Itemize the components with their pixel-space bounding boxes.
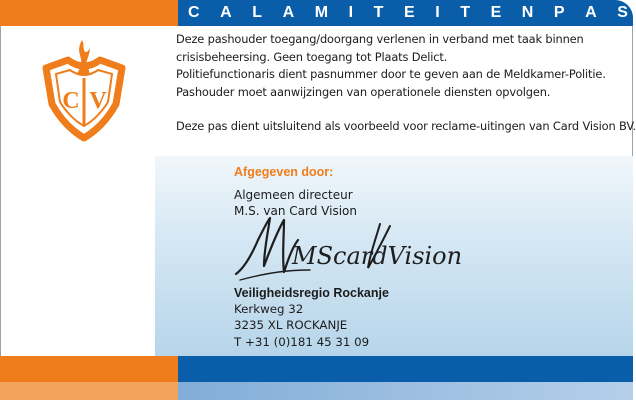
handwritten-signature: [230, 210, 463, 288]
title-letter: S: [617, 4, 628, 21]
title-letter: A: [282, 4, 295, 21]
phone-number: T +31 (0)181 45 31 09: [234, 334, 370, 349]
disclaimer-text: Deze pas dient uitsluitend als voorbeeld voor reclame-uitingen van Card Vision BV.: [176, 119, 636, 133]
title-letter: A: [220, 4, 232, 21]
title-letter: N: [521, 4, 534, 21]
title-letter: P: [553, 4, 565, 21]
pass-description: [176, 31, 636, 136]
postal-city: 3235 XL ROCKANJE: [234, 318, 348, 333]
title-letter: T: [460, 4, 470, 21]
title-letter: M: [314, 4, 329, 21]
title-letter: E: [403, 4, 415, 21]
description-line: Pashouder moet aanwijzingen van operationele diensten opvolgen.: [176, 84, 551, 99]
logo-letter-c: C: [62, 88, 80, 114]
description-line: crisisbeheersing. Geen toegang tot Plaats Delict.: [176, 49, 448, 64]
title-letter: I: [348, 4, 354, 21]
bottom-orange-bar: [0, 356, 178, 382]
description-line: Deze pashouder toegang/doorgang verlenen in verband met taak binnen: [176, 32, 584, 46]
card-title: [188, 1, 628, 25]
title-letter: E: [490, 4, 502, 21]
title-letter: C: [188, 4, 200, 21]
issuer-name: M.S. van Card Vision: [234, 204, 357, 218]
description-line: Politiefunctionaris dient pasnummer door te geven aan de Meldkamer-Politie.: [176, 67, 606, 81]
bottom-blue-bar: [178, 356, 633, 382]
title-letter: I: [435, 4, 440, 21]
street-address: Kerkweg 32: [234, 302, 304, 317]
issuer-role: Algemeen directeur: [234, 188, 353, 202]
issued-by-label: Afgegeven door:: [234, 165, 334, 179]
organization-name: Veiligheidsregio Rockanje: [234, 286, 389, 300]
signature-text: MScardVision: [292, 242, 463, 270]
issuer-address: [234, 285, 389, 350]
logo-letter-v: V: [89, 88, 107, 114]
title-letter: L: [252, 4, 263, 21]
bottom-light-orange-strip: [0, 382, 178, 400]
title-letter: A: [585, 4, 597, 21]
title-letter: T: [373, 4, 384, 21]
top-orange-bar: [0, 0, 178, 26]
cv-shield-logo-icon: [38, 34, 130, 146]
